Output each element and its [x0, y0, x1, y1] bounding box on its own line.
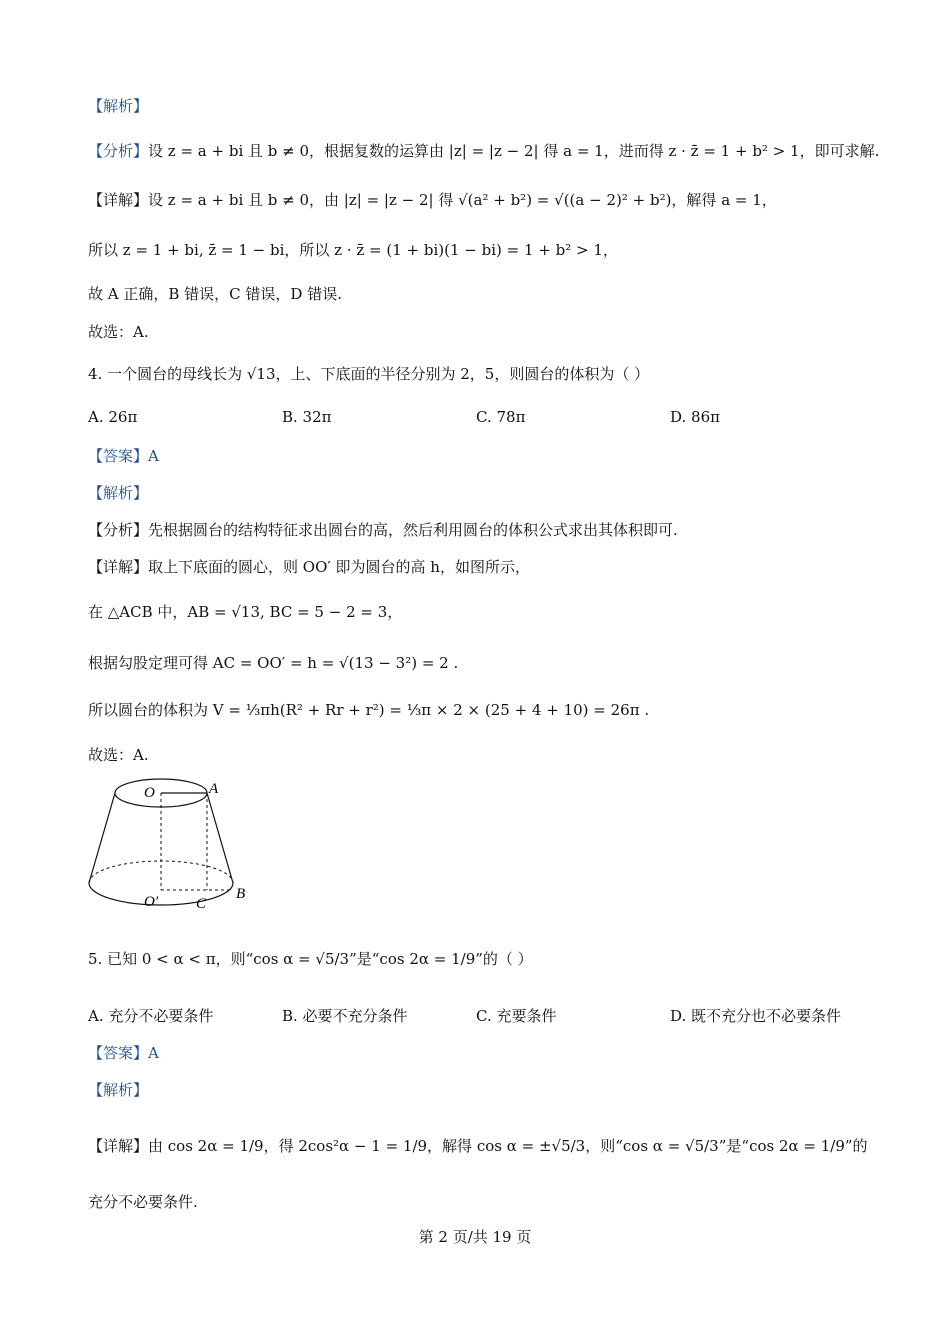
- q4-line-c: 所以圆台的体积为 V = ⅓πh(R² + Rr + r²) = ⅓π × 2 × (25 + 4 + 10) = 26π .: [88, 701, 650, 719]
- q5-choice-a: A. 充分不必要条件: [88, 1007, 214, 1025]
- q3-analysis: [88, 141, 879, 161]
- label-a: A: [209, 781, 219, 797]
- right-generatrix: [207, 793, 233, 883]
- q3-detail-text: 设 z = a + bi 且 b ≠ 0，由 |z| = |z − 2| 得 √(a² + b²) = √((a − 2)² + b²)，解得 a = 1，: [148, 191, 777, 209]
- label-c: C: [196, 896, 207, 912]
- q4-line-b: 根据勾股定理可得 AC = OO′ = h = √(13 − 3²) = 2 .: [88, 654, 459, 672]
- q3-detail: [88, 190, 777, 210]
- q5-choice-b: B. 必要不充分条件: [282, 1007, 408, 1025]
- q5-choice-d: D. 既不充分也不必要条件: [670, 1007, 842, 1025]
- q5-jiexi: 【解析】: [88, 1081, 149, 1099]
- q4-choice-c: C. 78π: [476, 408, 526, 426]
- q4-choice-a: A. 26π: [88, 408, 138, 426]
- q4-line-a: 在 △ACB 中，AB = √13, BC = 5 − 2 = 3，: [88, 603, 403, 621]
- q4-line-d: 故选：A.: [88, 746, 149, 764]
- q3-line5: 故选：A.: [88, 323, 149, 341]
- q4-answer: 【答案】A: [88, 447, 159, 465]
- q3-line3: 所以 z = 1 + bi, z̄ = 1 − bi，所以 z · z̄ = (1 + bi)(1 − bi) = 1 + b² > 1，: [88, 241, 618, 259]
- q3-line4: 故 A 正确，B 错误，C 错误，D 错误.: [88, 285, 342, 303]
- xiangjie-tag: 【详解】: [88, 191, 149, 209]
- q4-choice-d: D. 86π: [670, 408, 720, 426]
- label-b: B: [236, 886, 246, 902]
- q5-answer: 【答案】A: [88, 1044, 159, 1062]
- q4-choice-b: B. 32π: [282, 408, 332, 426]
- q5-last: 充分不必要条件.: [88, 1193, 198, 1211]
- q3-analysis-text: 设 z = a + bi 且 b ≠ 0，根据复数的运算由 |z| = |z − 2| 得 a = 1，进而得 z · z̄ = 1 + b² > 1，即可求解.: [148, 142, 880, 160]
- page-footer: 第 2 页/共 19 页: [418, 1228, 532, 1246]
- q4-jiexi: 【解析】: [88, 484, 149, 502]
- label-o-prime: O′: [144, 894, 159, 910]
- jiexi-heading: 【解析】: [88, 97, 149, 115]
- label-o: O: [144, 785, 155, 801]
- fenxi-tag: 【分析】: [88, 142, 149, 160]
- frustum-figure: [84, 770, 264, 922]
- bottom-ellipse-front: [89, 883, 233, 905]
- q5-choice-c: C. 充要条件: [476, 1007, 557, 1025]
- q5-detail: 【详解】由 cos 2α = 1/9，得 2cos²α − 1 = 1/9，解得 cos α = ±√5/3，则“cos α = √5/3”是“cos 2α = 1/9”的: [88, 1137, 868, 1155]
- q4-analysis: 【分析】先根据圆台的结构特征求出圆台的高，然后利用圆台的体积公式求出其体积即可.: [88, 521, 678, 539]
- left-generatrix: [89, 793, 115, 883]
- q4-detail: 【详解】取上下底面的圆心，则 OO′ 即为圆台的高 h，如图所示，: [88, 558, 530, 576]
- q4-stem: 4. 一个圆台的母线长为 √13，上、下底面的半径分别为 2，5，则圆台的体积为（ ）: [88, 365, 650, 383]
- q5-stem: 5. 已知 0 < α < π，则“cos α = √5/3”是“cos 2α = 1/9”的（ ）: [88, 950, 533, 968]
